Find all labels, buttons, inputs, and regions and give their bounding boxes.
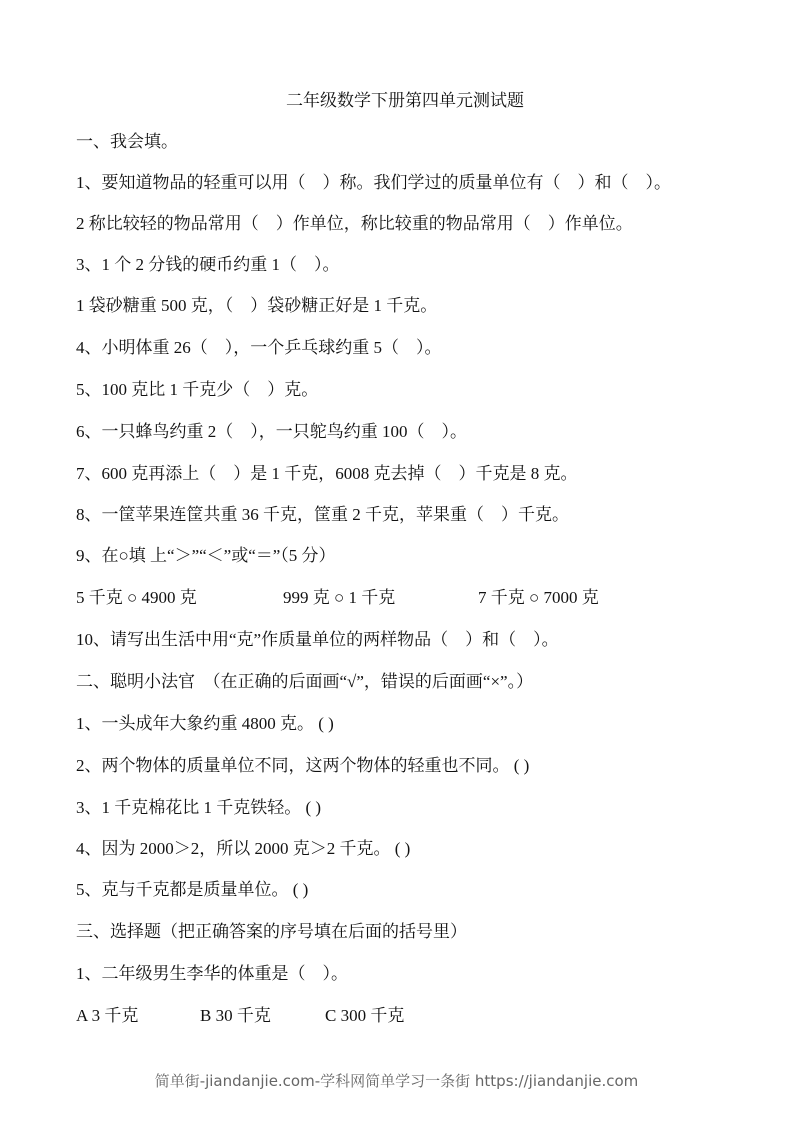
question: 9、在○填 上“＞”“＜”或“＝”（5 分） <box>76 546 336 565</box>
question: 3、1 千克棉花比 1 千克铁轻。 ( ) <box>76 798 322 817</box>
section-heading: 三、选择题（把正确答案的序号填在后面的括号里） <box>76 922 467 941</box>
question: 5、100 克比 1 千克少（ ）克。 <box>76 380 319 399</box>
question: 6、一只蜂鸟约重 2（ ），一只鸵鸟约重 100（ ）。 <box>76 422 467 441</box>
page-title: 二年级数学下册第四单元测试题 <box>286 91 524 110</box>
question: 2、两个物体的质量单位不同，这两个物体的轻重也不同。 ( ) <box>76 756 530 775</box>
option: B 30 千克 <box>200 1006 271 1025</box>
question: 4、因为 2000＞2，所以 2000 克＞2 千克。 ( ) <box>76 839 411 858</box>
question: 1 袋砂糖重 500 克，（ ）袋砂糖正好是 1 千克。 <box>76 296 438 315</box>
question: 5、克与千克都是质量单位。 ( ) <box>76 880 309 899</box>
question: 1、一头成年大象约重 4800 克。 ( ) <box>76 714 334 733</box>
section-heading: 一、我会填。 <box>76 132 178 151</box>
question: 1、二年级男生李华的体重是（ ）。 <box>76 964 348 983</box>
question: 1、要知道物品的轻重可以用（ ）称。我们学过的质量单位有（ ）和（ ）。 <box>76 173 671 192</box>
option: A 3 千克 <box>76 1006 139 1025</box>
question: 4、小明体重 26（ ），一个乒乓球约重 5（ ）。 <box>76 338 442 357</box>
comparison-item: 5 千克 ○ 4900 克 <box>76 588 197 607</box>
question: 10、请写出生活中用“克”作质量单位的两样物品（ ）和（ ）。 <box>76 630 559 649</box>
question: 7、600 克再添上（ ）是 1 千克，6008 克去掉（ ）千克是 8 克。 <box>76 464 578 483</box>
question: 2 称比较轻的物品常用（ ）作单位，称比较重的物品常用（ ）作单位。 <box>76 214 633 233</box>
question: 8、一筐苹果连筐共重 36 千克，筐重 2 千克，苹果重（ ）千克。 <box>76 505 569 524</box>
option: C 300 千克 <box>325 1006 405 1025</box>
comparison-item: 999 克 ○ 1 千克 <box>283 588 396 607</box>
question: 3、1 个 2 分钱的硬币约重 1（ ）。 <box>76 255 340 274</box>
footer-watermark: 简单街-jiandanjie.com-学科网简单学习一条街 https://jiandanjie.com <box>154 1072 639 1090</box>
section-heading: 二、聪明小法官 （在正确的后面画“√”，错误的后面画“×”。） <box>76 672 534 691</box>
comparison-item: 7 千克 ○ 7000 克 <box>478 588 599 607</box>
